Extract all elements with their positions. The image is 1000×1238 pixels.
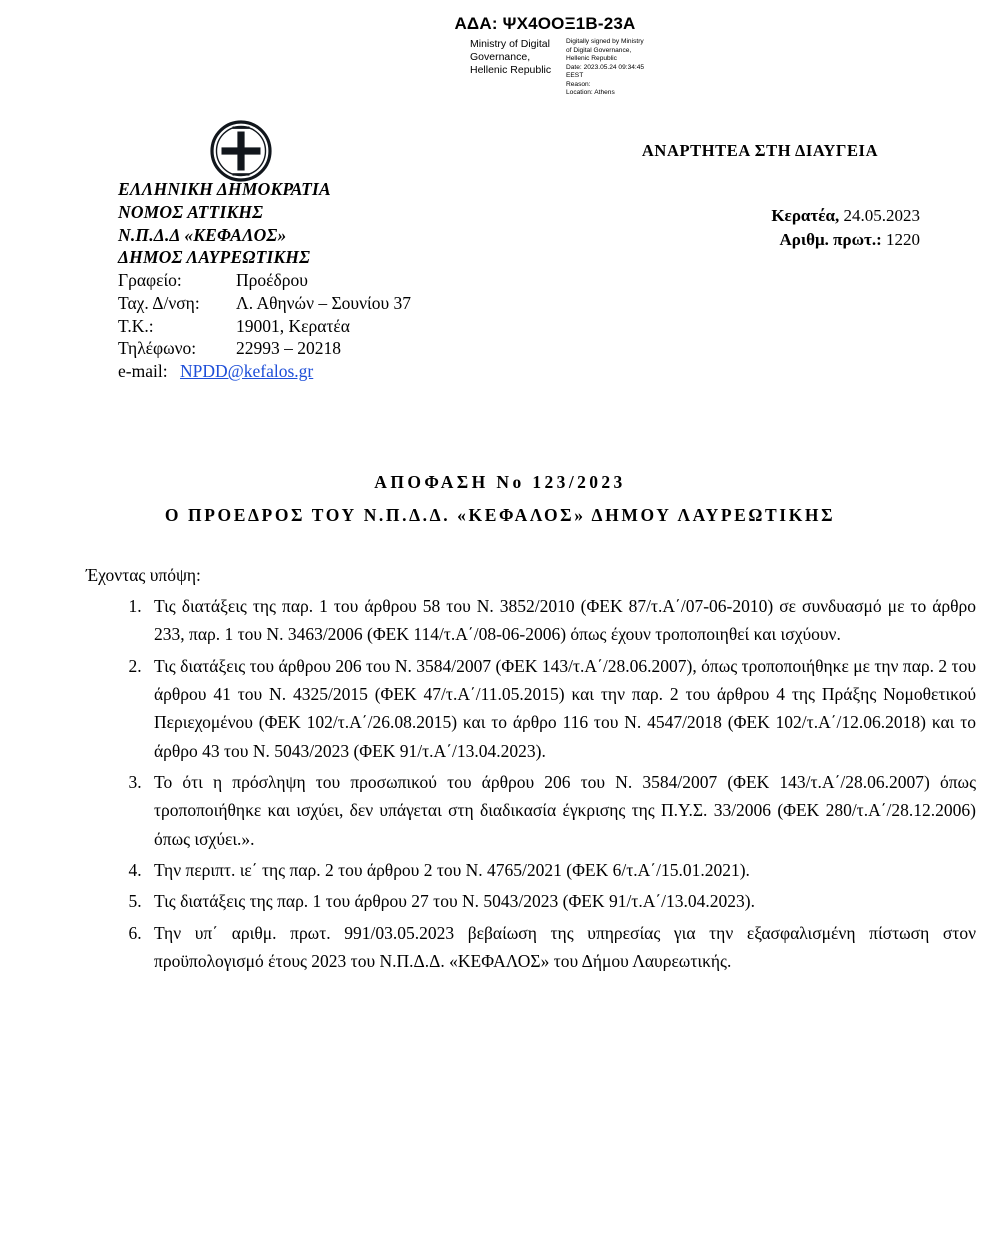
place-date-row — [600, 206, 920, 226]
signature-detail-line: Hellenic Republic — [566, 55, 617, 63]
field-value: Λ. Αθηνών – Σουνίου 37 — [236, 292, 411, 313]
list-item: 3. Το ότι η πρόσληψη του προσωπικού του άρθρου 206 του Ν. 3584/2007 (ΦΕΚ 143/τ.Α΄/28.06.2007) όπως τροποποιήθηκε και ισχύει, δεν υπάγεται στη διαδικασία έγκρισης της Π.Υ.Σ. 33/2006 (ΦΕΚ 280/τ.Α΄/28.12.2006) όπως ισχύει.». — [146, 768, 976, 853]
list-item: 6. Την υπ΄ αριθμ. πρωτ. 991/03.05.2023 βεβαίωση της υπηρεσίας για την εξασφαλισμένη πίστωση στον προϋπολογισμό έτους 2023 του Ν.Π.Δ.Δ. «ΚΕΦΑΛΟΣ» του Δήμου Λαυρεωτικής. — [146, 919, 976, 976]
list-item: 4. Την περιπτ. ιε΄ της παρ. 2 του άρθρου 2 του Ν. 4765/2021 (ΦΕΚ 6/τ.Α΄/15.01.2021). — [146, 856, 976, 884]
letterhead-line-4: ΔΗΜΟΣ ΛΑΥΡΕΩΤΙΚΗΣ — [118, 247, 311, 268]
letterhead-field-office — [118, 269, 538, 292]
publication-notice: ΑΝΑΡΤΗΤΕΑ ΣΤΗ ΔΙΑΥΓΕΙΑ — [641, 141, 879, 160]
field-label: e-mail: — [118, 361, 168, 381]
digital-signature-stamp — [470, 38, 800, 98]
letterhead-line-2: ΝΟΜΟΣ ΑΤΤΙΚΗΣ — [118, 201, 264, 222]
field-value: 22993 – 20218 — [236, 338, 341, 359]
email-link[interactable]: NPDD@kefalos.gr — [180, 361, 314, 381]
document-meta — [600, 206, 920, 254]
letterhead-field-email — [118, 360, 538, 383]
protocol-value: 1220 — [886, 230, 920, 249]
signature-detail-line: EEST — [566, 72, 584, 80]
signature-details — [566, 38, 644, 98]
field-label: Ταχ. Δ/νση: — [118, 292, 200, 313]
letterhead-field-postcode — [118, 315, 538, 338]
signature-detail-line: of Digital Governance, — [566, 46, 632, 54]
field-label: Τ.Κ.: — [118, 315, 154, 336]
place-label: Κερατέα, — [771, 206, 840, 225]
protocol-label: Αριθμ. πρωτ.: — [779, 230, 882, 249]
field-label: Τηλέφωνο: — [118, 338, 197, 359]
signature-detail-line: Reason: — [566, 80, 591, 88]
list-item: 5. Τις διατάξεις της παρ. 1 του άρθρου 27 του Ν. 5043/2023 (ΦΕΚ 91/τ.Α΄/13.04.2023). — [146, 887, 976, 915]
signature-detail-line: Date: 2023.05.24 09:34:45 — [566, 63, 645, 71]
field-value: Προέδρου — [236, 270, 308, 290]
signature-detail-line: Digitally signed by Ministry — [566, 38, 644, 45]
ada-reference: ΑΔΑ: ΨΧ4ΟΟΞ1Β-23Α — [454, 14, 636, 33]
decision-title: ΑΠΟΦΑΣΗ Νο 123/2023 — [374, 472, 626, 492]
signature-detail-line: Location: Athens — [566, 89, 615, 97]
letterhead-line-1: ΕΛΛΗΝΙΚΗ ΔΗΜΟΚΡΑΤΙΑ — [118, 179, 331, 199]
letterhead-field-phone — [118, 337, 538, 360]
decision-subtitle: Ο ΠΡΟΕΔΡΟΣ ΤΟΥ Ν.Π.Δ.Δ. «ΚΕΦΑΛΟΣ» ΔΗΜΟΥ ΛΑΥΡΕΩΤΙΚΗΣ — [164, 505, 836, 525]
letterhead-field-address — [118, 292, 538, 315]
field-value: 19001, Κερατέα — [236, 315, 350, 336]
field-label: Γραφείο: — [118, 270, 182, 290]
letterhead-line-3: Ν.Π.Δ.Δ «ΚΕΦΑΛΟΣ» — [118, 224, 287, 245]
list-item: 2. Τις διατάξεις του άρθρου 206 του Ν. 3584/2007 (ΦΕΚ 143/τ.Α΄/28.06.2007), όπως τροποποιήθηκε με την παρ. 2 του άρθρου 41 του Ν. 4325/2015 (ΦΕΚ 47/τ.Α΄/11.05.2015) και την παρ. 2 του άρθρου 4 της Πράξης Νομοθετικού Περιεχομένου (ΦΕΚ 102/τ.Α΄/26.08.2015) και το άρθρο 116 του Ν. 4547/2018 (ΦΕΚ 102/τ.Α΄/12.06.2018) και το άρθρο 43 του Ν. 5043/2023 (ΦΕΚ 91/τ.Α΄/13.04.2023). — [146, 652, 976, 765]
considerations-list — [86, 592, 976, 978]
greek-coat-of-arms-icon — [210, 120, 272, 182]
list-item: 1. Τις διατάξεις της παρ. 1 του άρθρου 58 του Ν. 3852/2010 (ΦΕΚ 87/τ.Α΄/07-06-2010) σε συνδυασμό με το άρθρο 233, παρ. 1 του Ν. 3463/2006 (ΦΕΚ 114/τ.Α΄/08-06-2006) όπως έχουν τροποποιηθεί και ισχύουν. — [146, 592, 976, 649]
signature-authority: Ministry of Digital Governance, Hellenic Republic — [470, 38, 552, 76]
date-value: 24.05.2023 — [843, 206, 920, 225]
protocol-row — [600, 230, 920, 250]
letterhead — [118, 178, 538, 383]
body-intro: Έχοντας υπόψη: — [86, 565, 201, 585]
